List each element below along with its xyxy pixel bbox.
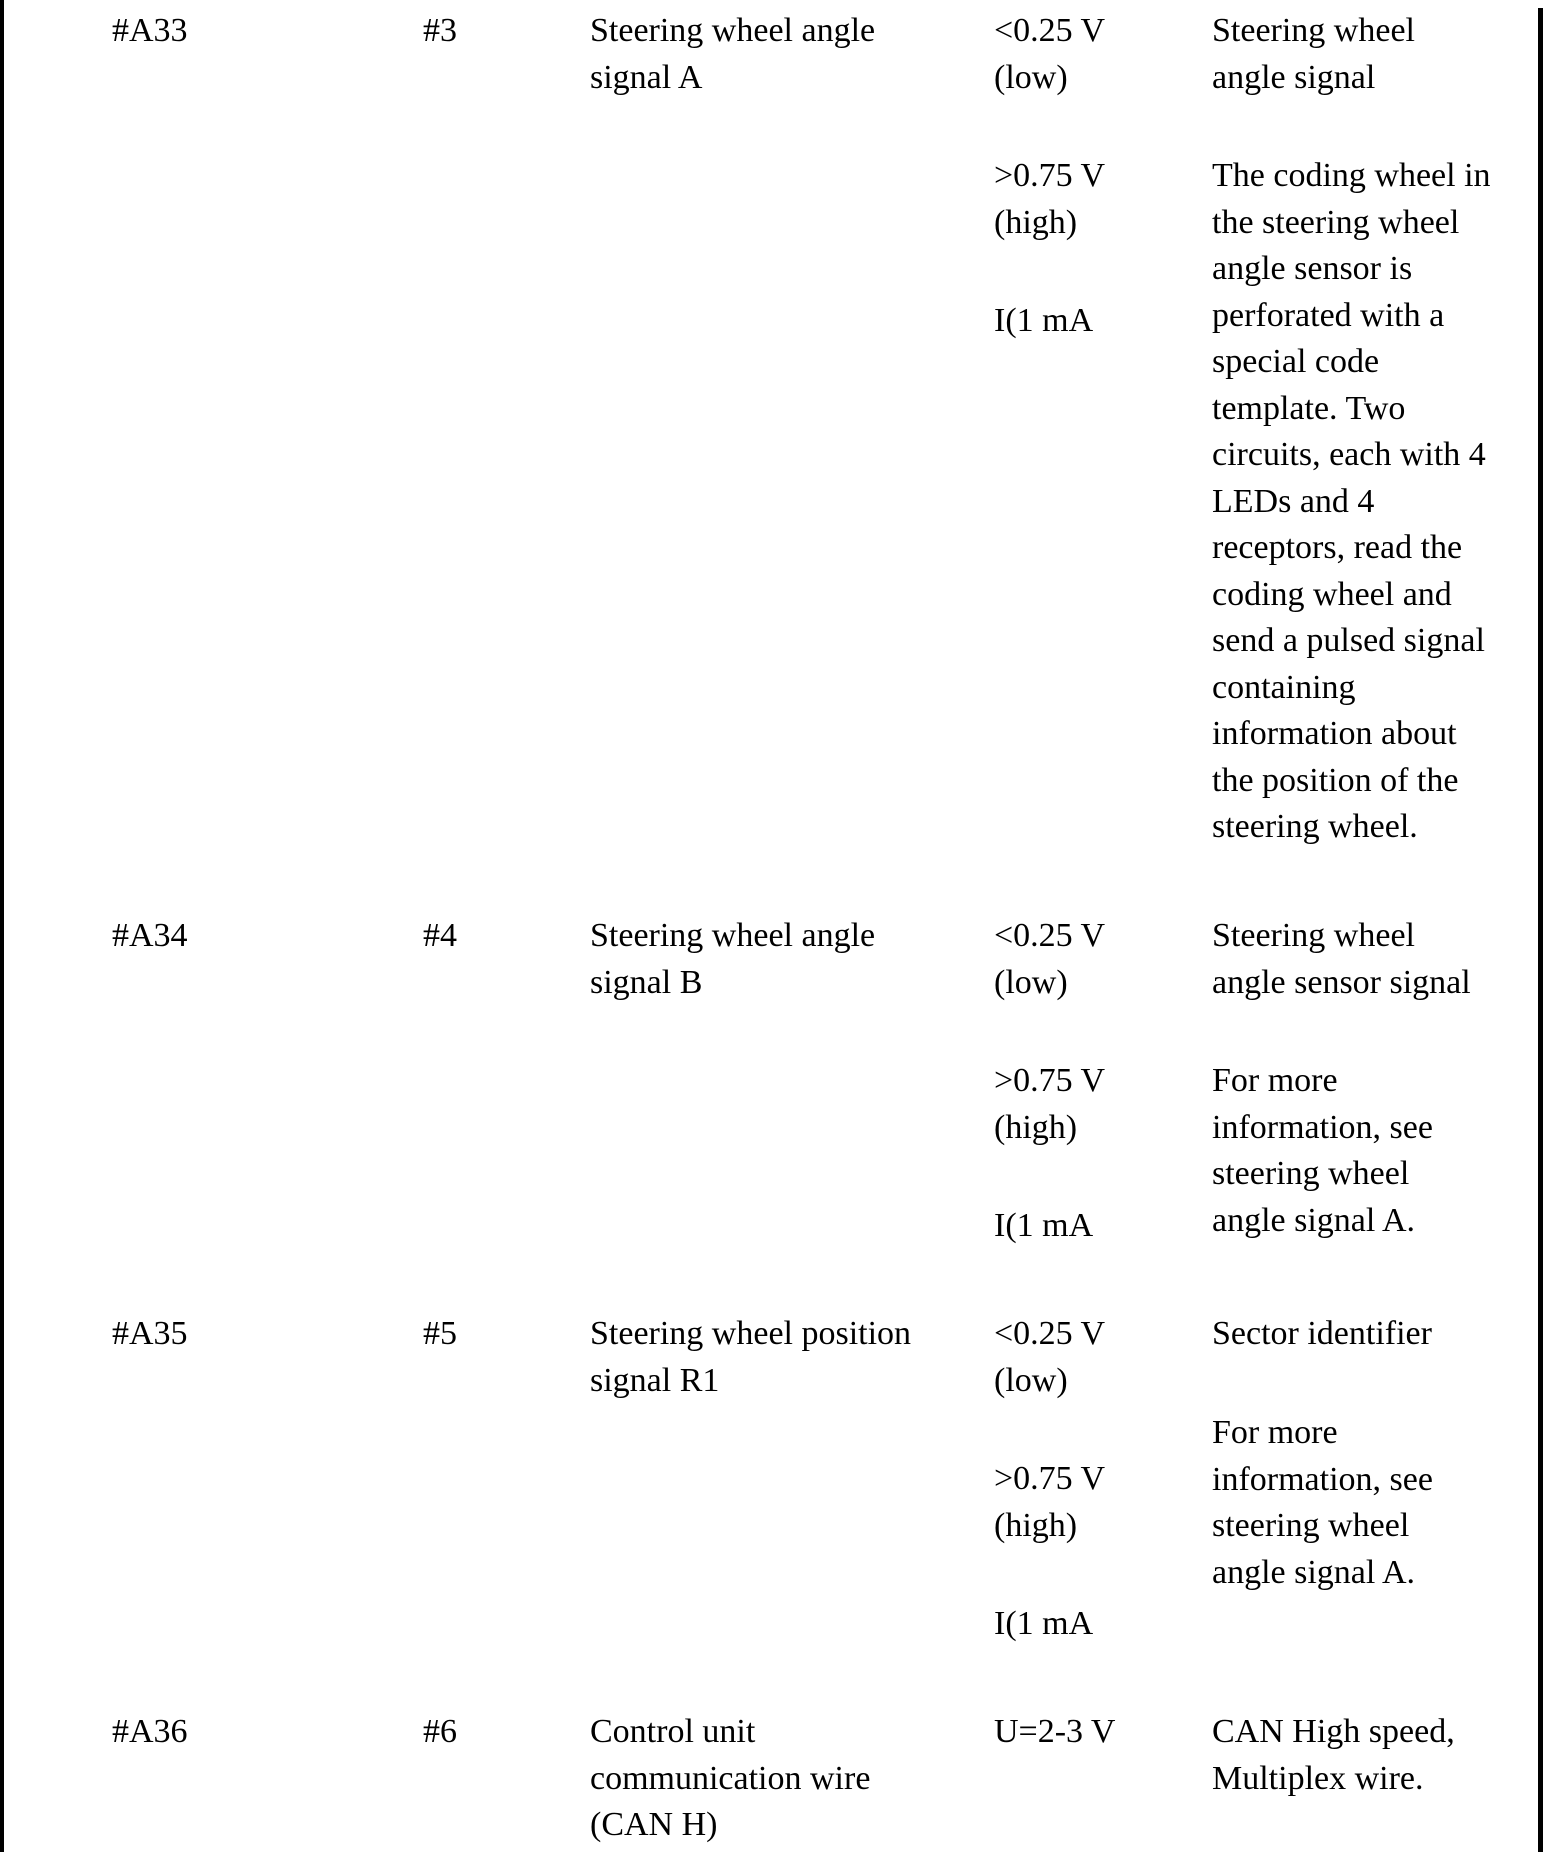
- explanation-paragraph: [1212, 1709, 1455, 1802]
- value-group: [994, 1456, 1105, 1549]
- pin-id: #A36: [112, 1713, 188, 1750]
- explanation-line: template. Two: [1212, 389, 1406, 427]
- value-group: [994, 1203, 1093, 1250]
- value-line: I(1 mA: [994, 1605, 1094, 1642]
- value-line: (high): [994, 203, 1078, 241]
- explanation-line: angle signal A.: [1212, 1201, 1416, 1239]
- explanation-paragraph: [1212, 1058, 1433, 1244]
- description-line: signal B: [590, 963, 703, 1001]
- pin-id: #A35: [112, 1315, 188, 1352]
- value-group: [994, 1058, 1105, 1151]
- table-row: [0, 913, 1538, 1293]
- explanation-line: Steering wheel: [1212, 12, 1415, 49]
- value-line: <0.25 V: [994, 917, 1106, 954]
- table-border-right: [1538, 8, 1543, 1852]
- explanation-line: coding wheel and: [1212, 575, 1452, 613]
- table-row: [0, 1709, 1538, 1852]
- value-line: >0.75 V: [994, 1062, 1106, 1099]
- table-row: [0, 1311, 1538, 1681]
- value-group: [994, 1709, 1116, 1756]
- description-line: signal R1: [590, 1361, 720, 1399]
- explanation-line: containing: [1212, 668, 1356, 706]
- value-group: [994, 298, 1093, 345]
- explanation-line: Steering wheel: [1212, 917, 1415, 954]
- description-line: Steering wheel angle: [590, 12, 876, 49]
- pin-number: #6: [423, 1713, 457, 1750]
- pin-number: #5: [423, 1315, 457, 1352]
- value-line: >0.75 V: [994, 1460, 1106, 1497]
- value-line: >0.75 V: [994, 157, 1106, 194]
- description-line: (CAN H): [590, 1806, 718, 1843]
- signal-description: [590, 1709, 870, 1849]
- value-line: (high): [994, 1506, 1078, 1544]
- explanation-line: steering wheel: [1212, 1155, 1410, 1192]
- explanation-line: information about: [1212, 715, 1457, 752]
- explanation-line: special code: [1212, 343, 1380, 380]
- explanation-line: send a pulsed signal: [1212, 622, 1485, 659]
- description-line: Steering wheel position: [590, 1315, 912, 1352]
- value-line: (low): [994, 963, 1068, 1001]
- explanation-line: circuits, each with 4: [1212, 436, 1486, 473]
- explanation-line: Sector identifier: [1212, 1315, 1432, 1352]
- explanation-line: the position of the: [1212, 761, 1459, 799]
- explanation-line: LEDs and 4: [1212, 482, 1375, 520]
- explanation-line: angle sensor signal: [1212, 963, 1471, 1001]
- explanation-line: receptors, read the: [1212, 529, 1463, 566]
- explanation-line: For more: [1212, 1414, 1338, 1451]
- explanation-line: For more: [1212, 1062, 1338, 1099]
- signal-description: [590, 8, 875, 101]
- value-line: (high): [994, 1108, 1078, 1146]
- explanation-paragraph: [1212, 913, 1471, 1006]
- explanation-paragraph: [1212, 153, 1491, 851]
- explanation-line: perforated with a: [1212, 296, 1445, 334]
- table-row: [0, 8, 1538, 868]
- explanation-paragraph: [1212, 8, 1415, 101]
- value-group: [994, 1311, 1105, 1404]
- explanation-paragraph: [1212, 1410, 1433, 1596]
- explanation-line: Multiplex wire.: [1212, 1759, 1424, 1797]
- value-line: (low): [994, 58, 1068, 96]
- pin-number: #4: [423, 917, 457, 954]
- signal-description: [590, 1311, 911, 1404]
- explanation-line: The coding wheel in: [1212, 157, 1491, 194]
- description-line: signal A: [590, 58, 703, 96]
- value-line: U=2-3 V: [994, 1713, 1116, 1750]
- value-line: I(1 mA: [994, 1207, 1094, 1244]
- signal-description: [590, 913, 875, 1006]
- explanation-line: the steering wheel: [1212, 203, 1460, 241]
- value-line: (low): [994, 1361, 1068, 1399]
- description-line: Steering wheel angle: [590, 917, 876, 954]
- explanation-line: information, see: [1212, 1108, 1433, 1146]
- explanation-line: CAN High speed,: [1212, 1713, 1455, 1750]
- value-line: <0.25 V: [994, 1315, 1106, 1352]
- explanation-line: steering wheel: [1212, 1507, 1410, 1544]
- pin-number: #3: [423, 12, 457, 49]
- value-line: <0.25 V: [994, 12, 1106, 49]
- value-group: [994, 8, 1105, 101]
- value-group: [994, 1601, 1093, 1648]
- description-line: communication wire: [590, 1759, 871, 1797]
- explanation-line: angle signal A.: [1212, 1553, 1416, 1591]
- explanation-line: angle sensor is: [1212, 250, 1413, 287]
- value-line: I(1 mA: [994, 302, 1094, 339]
- value-group: [994, 913, 1105, 1006]
- value-group: [994, 153, 1105, 246]
- description-line: Control unit: [590, 1713, 756, 1750]
- pin-id: #A34: [112, 917, 188, 954]
- explanation-line: steering wheel.: [1212, 808, 1418, 845]
- explanation-line: information, see: [1212, 1460, 1433, 1498]
- explanation-paragraph: [1212, 1311, 1432, 1358]
- pin-id: #A33: [112, 12, 188, 49]
- explanation-line: angle signal: [1212, 58, 1376, 96]
